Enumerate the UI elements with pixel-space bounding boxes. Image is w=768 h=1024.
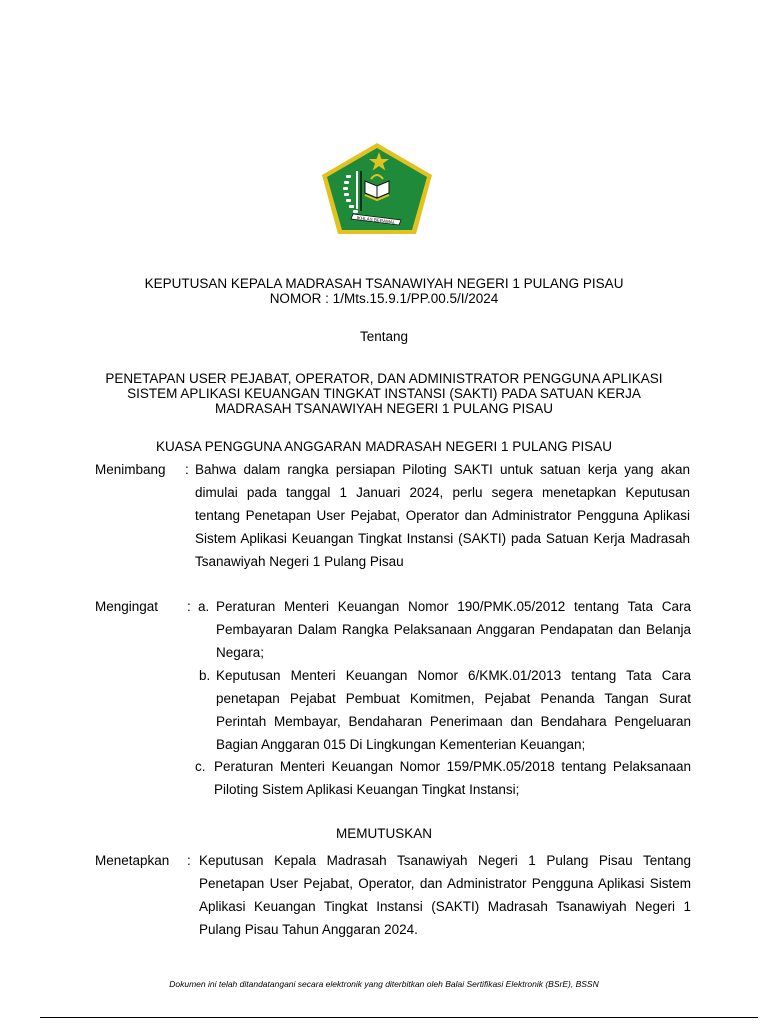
mengingat-marker-a: a. [198, 599, 210, 614]
menimbang-colon: : [185, 462, 189, 477]
mengingat-label: Mengingat [95, 599, 159, 614]
subject-line-2: SISTEM APLIKASI KEUANGAN TINGKAT INSTANSI (SAKTI) PADA SATUAN KERJA [127, 386, 641, 401]
authority-line: KUASA PENGGUNA ANGGARAN MADRASAH NEGERI 1 PULANG PISAU [155, 439, 613, 454]
menimbang-text [195, 458, 690, 573]
subject-line-1: PENETAPAN USER PEJABAT, OPERATOR, DAN ADMINISTRATOR PENGGUNA APLIKASI [105, 371, 663, 386]
menetapkan-label: Menetapkan [95, 853, 170, 868]
menetapkan-text: Keputusan Kepala Madrasah Tsanawiyah Negeri 1 Pulang Pisau Tentang Penetapan User Pejabat, Operator, dan Administrator Pengguna Aplikasi Sistem Aplikasi Keuangan Tingkat Instansi (SAKTI) Madrasah Tsanawiyah Negeri 1 Pulang Pisau Tahun Anggaran 2024. [199, 853, 691, 937]
ministry-emblem-icon [319, 141, 435, 236]
mengingat-marker-c: c. [195, 759, 206, 774]
mengingat-colon: : [187, 599, 191, 614]
menimbang-body: Bahwa dalam rangka persiapan Piloting SAKTI untuk satuan kerja yang akan dimulai pada tanggal 1 Januari 2024, perlu segera menetapkan Keputusan tentang Penetapan User Pejabat, Operator dan Administrator Pengguna Aplikasi Sistem Aplikasi Keuangan Tingkat Instansi (SAKTI) pada Satuan Kerja Madrasah Tsanawiyah Negeri 1 Pulang Pisau [195, 462, 690, 569]
mengingat-marker-b: b. [199, 668, 211, 683]
memutuskan-heading: MEMUTUSKAN [335, 826, 432, 841]
mengingat-item-c: Peraturan Menteri Keuangan Nomor 159/PMK.05/2018 tentang Pelaksanaan Piloting Sistem Aplikasi Keuangan Tingkat Instansi; [214, 759, 691, 797]
mengingat-item-a: Peraturan Menteri Keuangan Nomor 190/PMK.05/2012 tentang Tata Cara Pembayaran Dalam Rangka Pelaksanaan Anggaran Pendapatan dan Belanja Negara; [216, 599, 691, 660]
menetapkan-colon: : [187, 853, 191, 868]
tentang-label: Tentang [359, 329, 409, 344]
menimbang-label: Menimbang [95, 462, 166, 477]
emblem-ribbon-text: IKHLAS BERAMAL [356, 215, 396, 225]
mengingat-item-b: Keputusan Menteri Keuangan Nomor 6/KMK.01/2013 tentang Tata Cara penetapan Pejabat Pembuat Komitmen, Pejabat Penanda Tangan Surat Perintah Membayar, Bendaharan Penerimaan dan Bendahara Pengeluaran Bagian Anggaran 015 Di Lingkungan Kementerian Keuangan; [216, 668, 691, 752]
electronic-signature-note: Dokumen ini telah ditandatangani secara elektronik yang diterbitkan oleh Balai Sertifikasi Elektronik (BSrE), BSSN [169, 979, 599, 989]
subject-line-3: MADRASAH TSANAWIYAH NEGERI 1 PULANG PISAU [214, 401, 554, 416]
decree-title: KEPUTUSAN KEPALA MADRASAH TSANAWIYAH NEGERI 1 PULANG PISAU [144, 276, 624, 291]
decree-number: NOMOR : 1/Mts.15.9.1/PP.00.5/I/2024 [269, 291, 499, 306]
footer-divider [40, 1017, 758, 1018]
